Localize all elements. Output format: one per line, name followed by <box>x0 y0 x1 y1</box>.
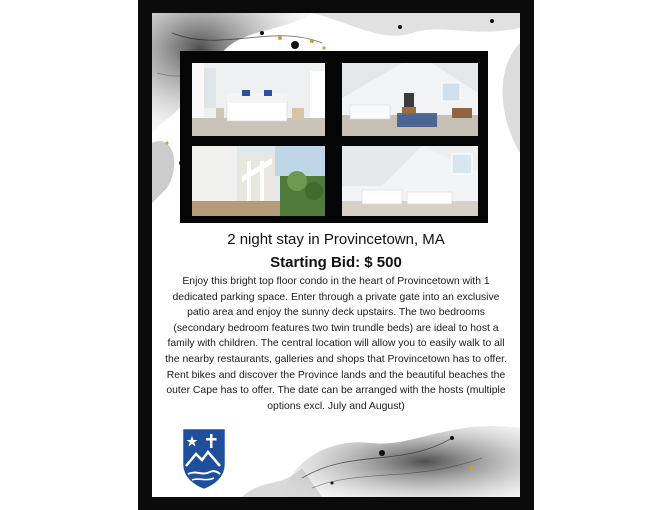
photo-collage-frame <box>180 51 488 223</box>
living-room-photo <box>342 63 478 136</box>
listing-description: Enjoy this bright top floor condo in the heart of Provincetown with 1 dedicated parking space. Enter through a private gate into an exclusive patio area and enjoy the sunny deck upstairs. The two bedrooms (secondary bedroom features two twin trundle beds) are ideal to host a family with children. The central location will allow you to easily walk to all the nearby restaurants, galleries and shops that Provincetown has to offer. Rent bikes and discover the Province lands and the beautiful beaches the outer Cape has to offer. The date can be arranged with the hosts (multiple options excl. July and August) <box>165 276 507 412</box>
school-crest-shield-icon <box>180 426 228 492</box>
starting-bid: Starting Bid: $ 500 <box>270 254 402 271</box>
patio-deck-photo <box>192 146 325 216</box>
bedroom-photo <box>192 63 325 136</box>
listing-title: 2 night stay in Provincetown, MA <box>227 231 445 248</box>
auction-flyer <box>152 13 520 497</box>
second-bedroom-photo <box>342 146 478 216</box>
